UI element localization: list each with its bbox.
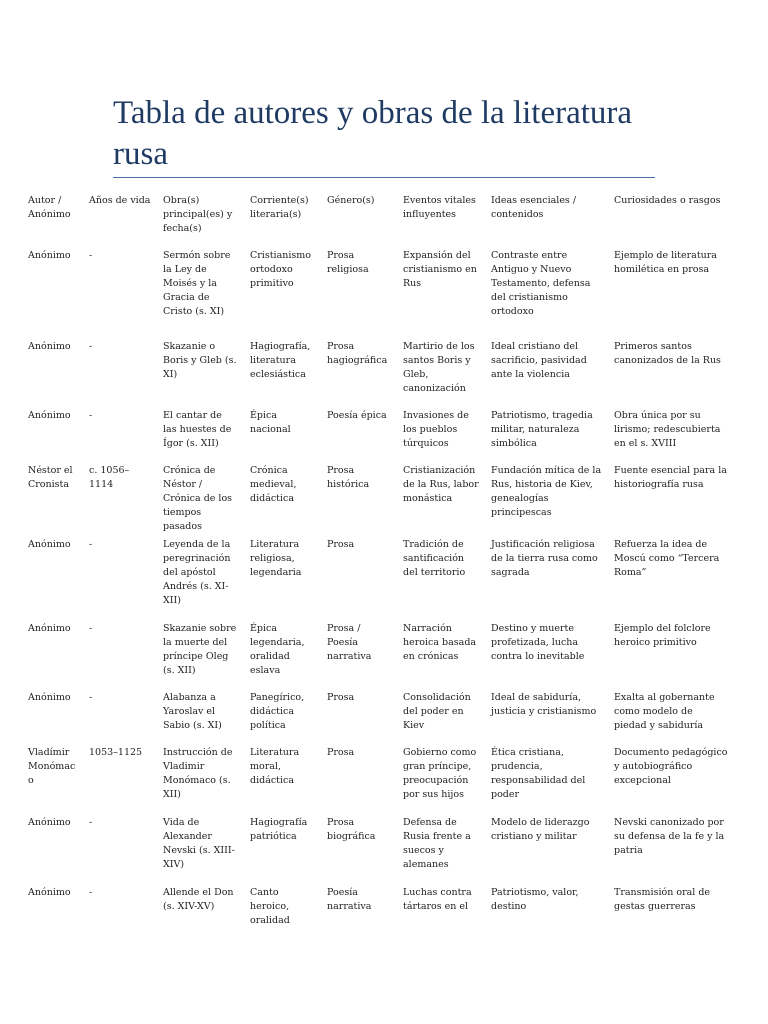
- cell-genre: Prosa / Poesía narrativa: [327, 623, 372, 662]
- cell-ideas: Ideal de sabiduría, justicia y cristianismo: [491, 692, 597, 717]
- header-curiosities: Curiosidades o rasgos: [614, 195, 721, 206]
- cell-ideas: Contraste entre Antiguo y Nuevo Testamento, defensa del cristianismo ortodoxo: [491, 250, 591, 317]
- cell-movement: Épica nacional: [250, 410, 291, 435]
- table-row: [22, 812, 734, 882]
- cell-curiosities: Primeros santos canonizados de la Rus: [614, 341, 721, 366]
- cell-curiosities: Ejemplo del folclore heroico primitivo: [614, 623, 711, 648]
- cell-works: Skazanie o Boris y Gleb (s. XI): [163, 341, 237, 380]
- cell-events: Luchas contra tártaros en el: [403, 887, 472, 912]
- cell-author: Anónimo: [28, 887, 71, 898]
- cell-genre: Poesía narrativa: [327, 887, 372, 912]
- cell-years: -: [89, 623, 93, 634]
- cell-movement: Literatura religiosa, legendaria: [250, 539, 302, 578]
- cell-works: Skazanie sobre la muerte del príncipe Oleg (s. XII): [163, 623, 237, 676]
- cell-works: Alabanza a Yaroslav el Sabio (s. XI): [163, 692, 222, 731]
- header-author: Autor / Anónimo: [28, 195, 71, 220]
- cell-years: -: [89, 410, 93, 421]
- cell-events: Consolidación del poder en Kiev: [403, 692, 471, 731]
- cell-years: -: [89, 250, 93, 261]
- cell-genre: Prosa: [327, 747, 355, 758]
- table-row: [22, 882, 734, 928]
- cell-years: -: [89, 887, 93, 898]
- cell-author: Anónimo: [28, 623, 71, 634]
- header-ideas: Ideas esenciales / contenidos: [491, 195, 577, 220]
- cell-years: 1053–1125: [89, 747, 143, 758]
- cell-genre: Prosa biográfica: [327, 817, 376, 842]
- cell-years: -: [89, 539, 93, 550]
- cell-ideas: Fundación mítica de la Rus, historia de Kiev, genealogías principescas: [491, 465, 602, 518]
- cell-curiosities: Nevski canonizado por su defensa de la fe y la patria: [614, 817, 725, 856]
- header-works: Obra(s) principal(es) y fecha(s): [163, 195, 233, 234]
- cell-curiosities: Exalta al gobernante como modelo de piedad y sabiduría: [614, 692, 715, 731]
- cell-events: Tradición de santificación del territorio: [403, 539, 466, 578]
- cell-author: Anónimo: [28, 539, 71, 550]
- cell-curiosities: Obra única por su lirismo; redescubierta en el s. XVIII: [614, 410, 721, 449]
- cell-genre: Prosa hagiográfica: [327, 341, 388, 366]
- cell-author: Anónimo: [28, 817, 71, 828]
- cell-ideas: Patriotismo, valor, destino: [491, 887, 579, 912]
- cell-movement: Cristianismo ortodoxo primitivo: [250, 250, 312, 289]
- cell-genre: Prosa histórica: [327, 465, 370, 490]
- cell-ideas: Ética cristiana, prudencia, responsabilidad del poder: [491, 747, 586, 800]
- cell-works: Crónica de Néstor / Crónica de los tiempos pasados: [163, 465, 233, 532]
- header-genre: Género(s): [327, 195, 375, 206]
- cell-years: c. 1056–1114: [89, 465, 130, 490]
- cell-works: Vida de Alexander Nevski (s. XIII-XIV): [163, 817, 235, 870]
- cell-curiosities: Transmisión oral de gestas guerreras: [614, 887, 711, 912]
- cell-ideas: Destino y muerte profetizada, lucha contra lo inevitable: [491, 623, 585, 662]
- cell-years: -: [89, 817, 93, 828]
- cell-movement: Épica legendaria, oralidad eslava: [250, 623, 305, 676]
- cell-events: Gobierno como gran príncipe, preocupación por sus hijos: [403, 747, 477, 800]
- cell-author: Anónimo: [28, 692, 71, 703]
- cell-genre: Prosa: [327, 539, 355, 550]
- cell-movement: Hagiografía patriótica: [250, 817, 308, 842]
- cell-movement: Hagiografía, literatura eclesiástica: [250, 341, 311, 380]
- cell-works: El cantar de las huestes de Ígor (s. XII): [163, 410, 232, 449]
- header-events: Eventos vitales influyentes: [403, 195, 476, 220]
- cell-years: -: [89, 341, 93, 352]
- cell-genre: Poesía épica: [327, 410, 387, 421]
- table-row: [22, 245, 734, 336]
- cell-curiosities: Documento pedagógico y autobiográfico excepcional: [614, 747, 728, 786]
- cell-author: Anónimo: [28, 250, 71, 261]
- cell-curiosities: Fuente esencial para la historiografía rusa: [614, 465, 727, 490]
- table-row: [22, 742, 734, 812]
- cell-ideas: Justificación religiosa de la tierra rusa como sagrada: [491, 539, 598, 578]
- header-years: Años de vida: [89, 195, 151, 206]
- cell-works: Leyenda de la peregrinación del apóstol Andrés (s. XI-XII): [163, 539, 231, 606]
- cell-events: Cristianización de la Rus, labor monástica: [403, 465, 479, 504]
- cell-curiosities: Refuerza la idea de Moscú como “Tercera Roma”: [614, 539, 720, 578]
- cell-author: Néstor el Cronista: [28, 465, 73, 490]
- cell-movement: Canto heroico, oralidad: [250, 887, 290, 926]
- header-movement: Corriente(s) literaria(s): [250, 195, 309, 220]
- cell-movement: Crónica medieval, didáctica: [250, 465, 297, 504]
- page-title: Tabla de autores y obras de la literatura rusa: [113, 95, 633, 172]
- table-row: [22, 405, 734, 460]
- cell-works: Allende el Don (s. XIV-XV): [163, 887, 234, 912]
- cell-events: Expansión del cristianismo en Rus: [403, 250, 477, 289]
- cell-ideas: Patriotismo, tragedia militar, naturaleza simbólica: [491, 410, 593, 449]
- cell-events: Defensa de Rusia frente a suecos y alemanes: [403, 817, 471, 870]
- table-header-row: [22, 190, 734, 245]
- cell-years: -: [89, 692, 93, 703]
- table-row: [22, 534, 734, 618]
- cell-ideas: Ideal cristiano del sacrificio, pasividad ante la violencia: [491, 341, 587, 380]
- cell-events: Narración heroica basada en crónicas: [403, 623, 477, 662]
- literature-table: [22, 190, 734, 928]
- cell-ideas: Modelo de liderazgo cristiano y militar: [491, 817, 590, 842]
- table-row: [22, 618, 734, 687]
- cell-movement: Literatura moral, didáctica: [250, 747, 300, 786]
- cell-genre: Prosa religiosa: [327, 250, 369, 275]
- cell-curiosities: Ejemplo de literatura homilética en prosa: [614, 250, 717, 275]
- cell-events: Invasiones de los pueblos túrquicos: [403, 410, 469, 449]
- cell-works: Sermón sobre la Ley de Moisés y la Gracia de Cristo (s. XI): [163, 250, 231, 317]
- cell-movement: Panegírico, didáctica política: [250, 692, 305, 731]
- table-row: [22, 687, 734, 742]
- title-divider: [113, 177, 655, 178]
- cell-author: Anónimo: [28, 341, 71, 352]
- table-row: [22, 336, 734, 405]
- table-row: [22, 460, 734, 534]
- cell-author: Vladímir Monómaco: [28, 747, 76, 786]
- cell-works: Instrucción de Vladimir Monómaco (s. XII): [163, 747, 233, 800]
- cell-events: Martirio de los santos Boris y Gleb, canonización: [403, 341, 475, 394]
- cell-genre: Prosa: [327, 692, 355, 703]
- cell-author: Anónimo: [28, 410, 71, 421]
